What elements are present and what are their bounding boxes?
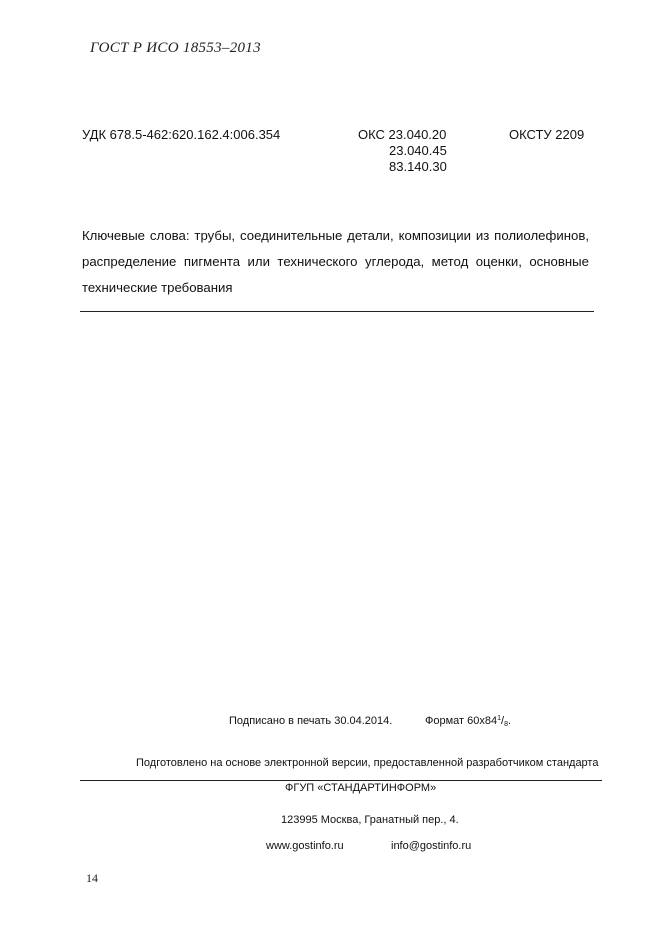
standard-code-header: ГОСТ Р ИСО 18553–2013 bbox=[90, 40, 261, 56]
oks-codes bbox=[358, 127, 447, 175]
oks-code-secondary: 23.040.45 bbox=[389, 143, 447, 158]
divider-line-top bbox=[80, 311, 594, 312]
publisher-address: 123995 Москва, Гранатный пер., 4. bbox=[281, 814, 459, 826]
udk-code: УДК 678.5-462:620.162.4:006.354 bbox=[82, 127, 281, 142]
website-link[interactable]: www.gostinfo.ru bbox=[266, 840, 344, 852]
signed-for-print-note: Подписано в печать 30.04.2014. bbox=[229, 715, 393, 727]
format-fraction-numerator: 1 bbox=[497, 715, 502, 722]
paper-format-label: Формат 60х84 bbox=[425, 715, 498, 727]
keywords-paragraph: Ключевые слова: трубы, соединительные детали, композиции из полиолефинов, распределение пигмента или технического углерода, метод оценки, основные технические требования bbox=[82, 228, 589, 296]
prepared-from-electronic-note: Подготовлено на основе электронной версии, предоставленной разработчиком стандарта bbox=[136, 757, 599, 769]
oks-code-primary: ОКС 23.040.20 bbox=[358, 127, 447, 142]
divider-line-bottom bbox=[80, 780, 602, 781]
oks-code-tertiary: 83.140.30 bbox=[389, 159, 447, 174]
paper-format-note bbox=[425, 715, 511, 728]
format-fraction-denominator: 8 bbox=[504, 721, 508, 728]
email-link[interactable]: info@gostinfo.ru bbox=[391, 840, 472, 852]
format-fraction-separator: / bbox=[501, 715, 505, 727]
page-number: 14 bbox=[86, 871, 98, 885]
publisher-name: ФГУП «СТАНДАРТИНФОРМ» bbox=[285, 782, 437, 794]
format-suffix: . bbox=[507, 715, 512, 727]
okstu-code: ОКСТУ 2209 bbox=[509, 127, 585, 142]
